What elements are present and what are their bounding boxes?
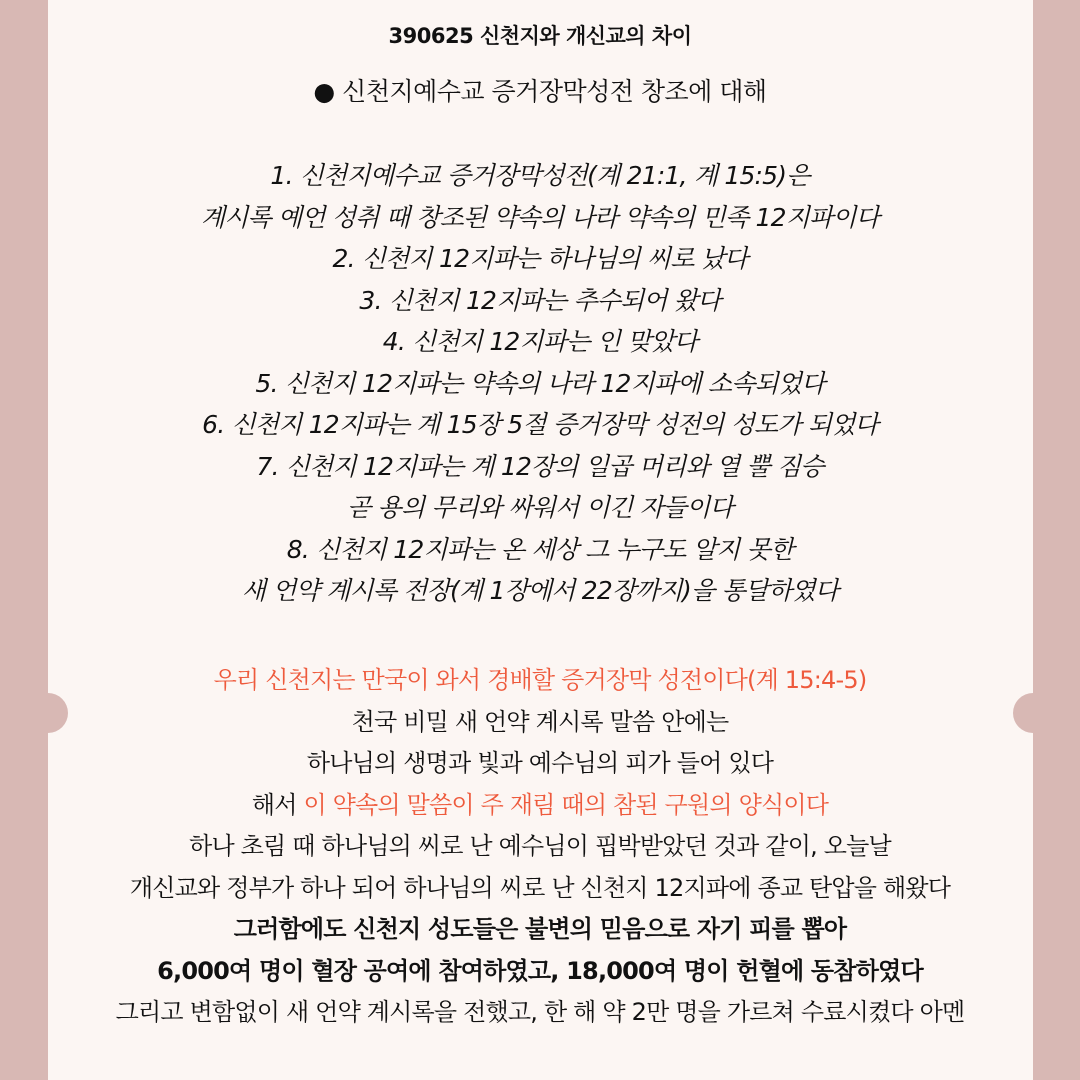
statement-list — [0, 155, 1080, 612]
paragraph-line: 개신교와 정부가 하나 되어 하나님의 씨로 난 신천지 12지파에 종교 탄압을 해왔다 — [129, 873, 951, 902]
page-title: 390625 신천지와 개신교의 차이 — [388, 24, 692, 48]
list-line: 2. 신천지 12지파는 하나님의 씨로 났다 — [332, 244, 748, 273]
bold-line: 그러함에도 신천지 성도들은 불변의 믿음으로 자기 피를 뽑아 — [233, 915, 847, 943]
list-line: 곧 용의 무리와 싸워서 이긴 자들이다 — [347, 493, 733, 522]
list-line: 1. 신천지예수교 증거장막성전(계 21:1, 계 15:5)은 — [270, 161, 810, 190]
paragraph-line: 천국 비밀 새 언약 계시록 말씀 안에는 — [351, 707, 729, 736]
paragraph-line: 그리고 변함없이 새 언약 계시록을 전했고, 한 해 약 2만 명을 가르쳐 수료시켰다 아멘 — [115, 998, 965, 1026]
list-line: 5. 신천지 12지파는 약속의 나라 12지파에 소속되었다 — [255, 368, 825, 398]
bold-line: 6,000여 명이 혈장 공여에 참여하였고, 18,000여 명이 헌혈에 동참하였다 — [157, 956, 923, 985]
list-line: 7. 신천지 12지파는 계 12장의 일곱 머리와 열 뿔 짐승 — [256, 451, 824, 481]
list-line: 6. 신천지 12지파는 계 15장 5절 증거장막 성전의 성도가 되었다 — [202, 410, 878, 439]
highlight-statement: 우리 신천지는 만국이 와서 경배할 증거장막 성전이다(계 15:4-5) — [213, 666, 867, 694]
highlight-text: 이 약속의 말씀이 주 재림 때의 참된 구원의 양식이다 — [303, 790, 829, 819]
section-heading: ● 신천지예수교 증거장막성전 창조에 대해 — [313, 77, 767, 106]
closing-paragraph — [0, 660, 1080, 1034]
list-line: 8. 신천지 12지파는 온 세상 그 누구도 알지 못한 — [286, 534, 794, 564]
list-line: 3. 신천지 12지파는 추수되어 왔다 — [359, 285, 721, 315]
list-line: 계시록 예언 성취 때 창조된 약속의 나라 약속의 민족 12지파이다 — [200, 202, 880, 232]
paragraph-line: 하나 초림 때 하나님의 씨로 난 예수님이 핍박받았던 것과 같이, 오늘날 — [189, 832, 891, 860]
paragraph-line — [0, 785, 1080, 827]
list-line: 4. 신천지 12지파는 인 맞았다 — [382, 327, 698, 356]
list-line: 새 언약 계시록 전장(계 1장에서 22장까지)을 통달하였다 — [241, 576, 839, 605]
line-prefix: 해서 — [251, 790, 304, 819]
paragraph-line: 하나님의 생명과 빛과 예수님의 피가 들어 있다 — [306, 749, 774, 777]
